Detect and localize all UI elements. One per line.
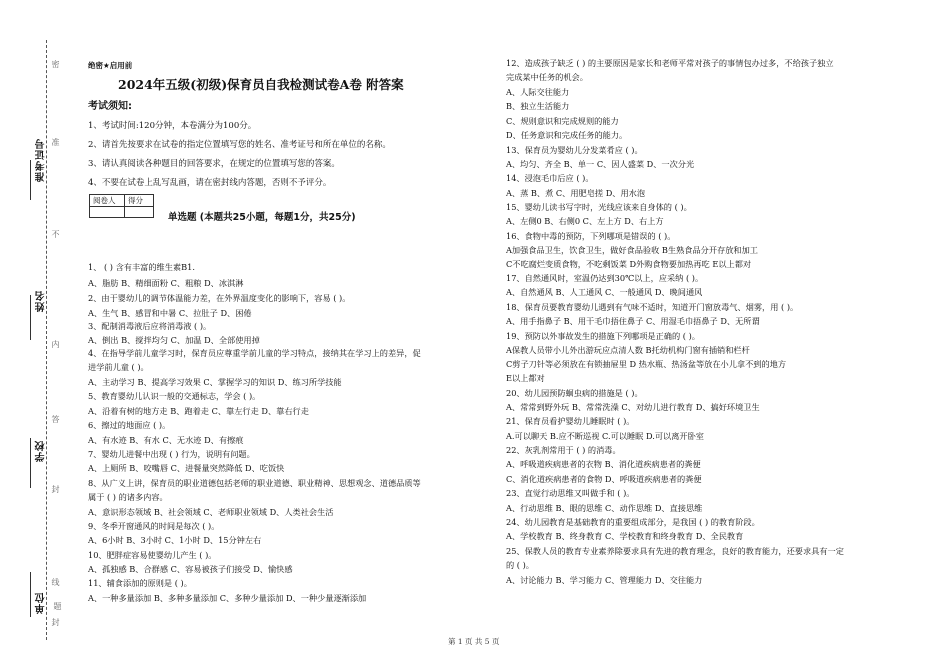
question-line: 完成某中任务的机会。	[506, 72, 588, 82]
option-line: C剪子刀针等必须放在有锁抽屉里 D 热水瓶、热汤盆等放在小儿拿不到的地方	[506, 359, 787, 369]
option-line: A、主动学习 B、提高学习效果 C、掌握学习的知识 D、练习所学技能	[88, 377, 342, 387]
question-line: 5、教育婴幼儿认识一般的交通标志，学会 ( )。	[88, 391, 261, 401]
seal-dashed-line	[46, 40, 47, 640]
question-line: 25、保教人员的教育专业素养除要求具有先进的教育理念，良好的教育能力，还要求具有一定	[506, 546, 844, 556]
school-write-line	[30, 438, 31, 488]
notice-heading: 考试须知:	[88, 101, 132, 112]
section-heading: 单选题 (本题共25小题，每题1分，共25分)	[168, 212, 356, 223]
page-title: 2024年五级(初级)保育员自我检测试卷A卷 附答案	[118, 77, 404, 92]
label-unit: 单位	[36, 592, 47, 614]
seal-mark: 密	[51, 60, 60, 68]
question-line: 14、浸泡毛巾后应 ( )。	[506, 173, 594, 183]
notice-item: 2、请首先按要求在试卷的指定位置填写您的姓名、准考证号和所在单位的名称。	[88, 140, 391, 150]
option-line: A加强食品卫生，饮食卫生，做好食品验收 B生熟食品分开存放和加工	[506, 245, 758, 255]
binding-margin	[0, 0, 62, 671]
question-line: 10、肥胖症容易使婴幼儿产生 ( )。	[88, 550, 217, 560]
question-line: 20、幼儿园预防蛔虫病的措施是 ( )。	[506, 388, 643, 398]
option-line: A、常常到野外玩 B、常常洗澡 C、对幼儿进行教育 D、搞好环境卫生	[506, 402, 760, 412]
seal-mark: 题	[53, 602, 62, 610]
label-name: 姓名	[36, 290, 47, 312]
question-line: 18、保育员要教育婴幼儿遇到有气味不适时，知道开门窗放毒气、烟雾，用 ( )。	[506, 302, 799, 312]
option-line: A、用手指鼻子 B、用干毛巾捂住鼻子 C、用湿毛巾捂鼻子 D、无所谓	[506, 316, 760, 326]
question-line: 21、保育员看护婴幼儿睡眠时 ( )。	[506, 416, 635, 426]
question-line: 属于 ( ) 的诸多内容。	[88, 492, 168, 502]
question-line: 3、配制消毒液后应将消毒液 ( )。	[88, 321, 212, 331]
question-line: 1、 ( ) 含有丰富的维生素B1.	[88, 262, 195, 272]
seal-mark: 准	[51, 138, 60, 146]
option-line: C不吃腐烂变质食物，不吃剩饭菜 D外购食物要加热再吃 E以上都对	[506, 259, 752, 269]
label-school: 学校	[36, 440, 47, 462]
option-line: A、6小时 B、3小时 C、1小时 D、15分钟左右	[88, 535, 262, 545]
kaohao-write-line	[30, 160, 31, 200]
score-table	[89, 194, 154, 218]
notice-item: 3、请认真阅读各种题目的回答要求，在规定的位置填写您的答案。	[88, 159, 340, 169]
reviewer-cell[interactable]	[90, 207, 125, 218]
option-line: A、自然通风 B、人工通风 C、一般通风 D、晚间通风	[506, 287, 703, 297]
question-line: 的 ( )。	[506, 560, 534, 570]
option-line: A、孤独感 B、合群感 C、容易被孩子们接受 D、愉快感	[88, 564, 293, 574]
notice-item: 4、不要在试卷上乱写乱画，请在密封线内答题，否则不予评分。	[88, 178, 332, 188]
option-line: C、规则意识和完成规则的能力	[506, 116, 619, 126]
question-line: 19、预防以外事故发生的措施下列哪项是正确的 ( )。	[506, 331, 700, 341]
question-line: 9、冬季开窗通风的时间是每次 ( )。	[88, 521, 220, 531]
option-line: A、有水迹 B、有水 C、无水迹 D、有擦痕	[88, 435, 244, 445]
option-line: A、蒸 B、煮 C、用肥皂搓 D、用水泡	[506, 188, 646, 198]
question-line: 23、直觉行动思维又叫做手和 ( )。	[506, 488, 635, 498]
unit-write-line	[30, 572, 31, 617]
option-line: B、独立生活能力	[506, 101, 570, 111]
seal-mark: 答	[51, 415, 60, 423]
notice-item: 1、考试时间:120分钟，本卷满分为100分。	[88, 121, 257, 131]
seal-mark: 不	[51, 230, 60, 238]
question-line: 4、在指导学前儿童学习时，保育员应尊重学前儿童的学习特点，接纳其在学习上的差异，促	[88, 348, 421, 358]
score-cell[interactable]	[125, 207, 154, 218]
question-line: 12、造成孩子缺乏 ( ) 的主要原因是家长和老师平常对孩子的事情包办过多，不给孩子独立	[506, 58, 834, 68]
option-line: A、呼吸道疾病患者的衣物 B、消化道疾病患者的粪便	[506, 459, 701, 469]
option-line: A、上厕所 B、咬嘴唇 C、进餐量突然降低 D、吃饭快	[88, 463, 285, 473]
option-line: A、意识形态领域 B、社会领域 C、老师职业领域 D、人类社会生活	[88, 507, 334, 517]
score-header: 得分	[125, 195, 154, 207]
question-line: 11、辅食添加的原则是 ( )。	[88, 578, 192, 588]
label-kaohao: 准考证号	[36, 138, 47, 182]
option-line: E以上都对	[506, 373, 545, 383]
option-line: A、生气 B、感冒和中暑 C、拉肚子 D、困倦	[88, 308, 252, 318]
option-line: A、一种多量添加 B、多种多量添加 C、多种少量添加 D、一种少量逐渐添加	[88, 593, 367, 603]
option-line: A、左侧0 B、右侧0 C、左上方 D、右上方	[506, 216, 664, 226]
option-line: A、行动思维 B、眼的思维 C、动作思维 D、直接思维	[506, 503, 703, 513]
question-line: 15、婴幼儿读书写字时，光线应该来自身体的 ( )。	[506, 202, 692, 212]
option-line: A、沿着有树的地方走 B、跑着走 C、靠左行走 D、靠右行走	[88, 406, 309, 416]
page-footer: 第 1 页 共 5 页	[448, 637, 500, 646]
option-line: A、学校教育 B、终身教育 C、学校教育和终身教育 D、全民教育	[506, 531, 744, 541]
option-line: A、讨论能力 B、学习能力 C、管理能力 D、交往能力	[506, 575, 703, 585]
option-line: A保教人员带小儿外出游玩应点清人数 B托幼机构门窗有插销和栏杆	[506, 345, 750, 355]
question-line: 7、婴幼儿进餐中出现 ( ) 行为，说明有问题。	[88, 449, 255, 459]
reviewer-header: 阅卷人	[90, 195, 125, 207]
option-line: C、消化道疾病患者的食物 D、呼吸道疾病患者的粪便	[506, 474, 702, 484]
question-line: 进学前儿童 ( )。	[88, 362, 149, 372]
question-line: 6、擦过的地面应 ( )。	[88, 420, 171, 430]
question-line: 13、保育员为婴幼儿分发菜肴应 ( )。	[506, 145, 643, 155]
option-line: A、均匀、齐全 B、单一 C、因人盛菜 D、一次分光	[506, 159, 695, 169]
seal-mark: 线	[51, 578, 60, 586]
seal-mark: 内	[51, 340, 60, 348]
seal-mark: 封	[51, 618, 60, 626]
name-write-line	[30, 295, 31, 340]
question-line: 16、食物中毒的预防，下列哪项是错误的 ( )。	[506, 231, 676, 241]
option-line: A、人际交往能力	[506, 87, 570, 97]
question-line: 2、由于婴幼儿的调节体温能力差，在外界温度变化的影响下，容易 ( )。	[88, 293, 351, 303]
option-line: A、倒出 B、搅拌均匀 C、加温 D、全部使用掉	[88, 335, 260, 345]
seal-mark: 封	[51, 485, 60, 493]
option-line: A.可以聊天 B.应不断巡视 C.可以睡眠 D.可以离开卧室	[506, 431, 704, 441]
question-line: 24、幼儿园教育是基础教育的重要组成部分，是我国 ( ) 的教育阶段。	[506, 517, 760, 527]
option-line: D、任务意识和完成任务的能力。	[506, 130, 628, 140]
question-line: 22、灰乳剂常用于 ( ) 的消毒。	[506, 445, 621, 455]
secret-tag: 绝密★启用前	[88, 61, 133, 70]
question-line: 8、从广义上讲，保育员的职业道德包括老师的职业道德、职业精神、思想观念、道德品质等	[88, 478, 421, 488]
question-line: 17、自然通风时，室温仍达到30℃以上，应采纳 ( )。	[506, 273, 704, 283]
option-line: A、脂肪 B、精细面粉 C、粗粮 D、冰淇淋	[88, 278, 244, 288]
